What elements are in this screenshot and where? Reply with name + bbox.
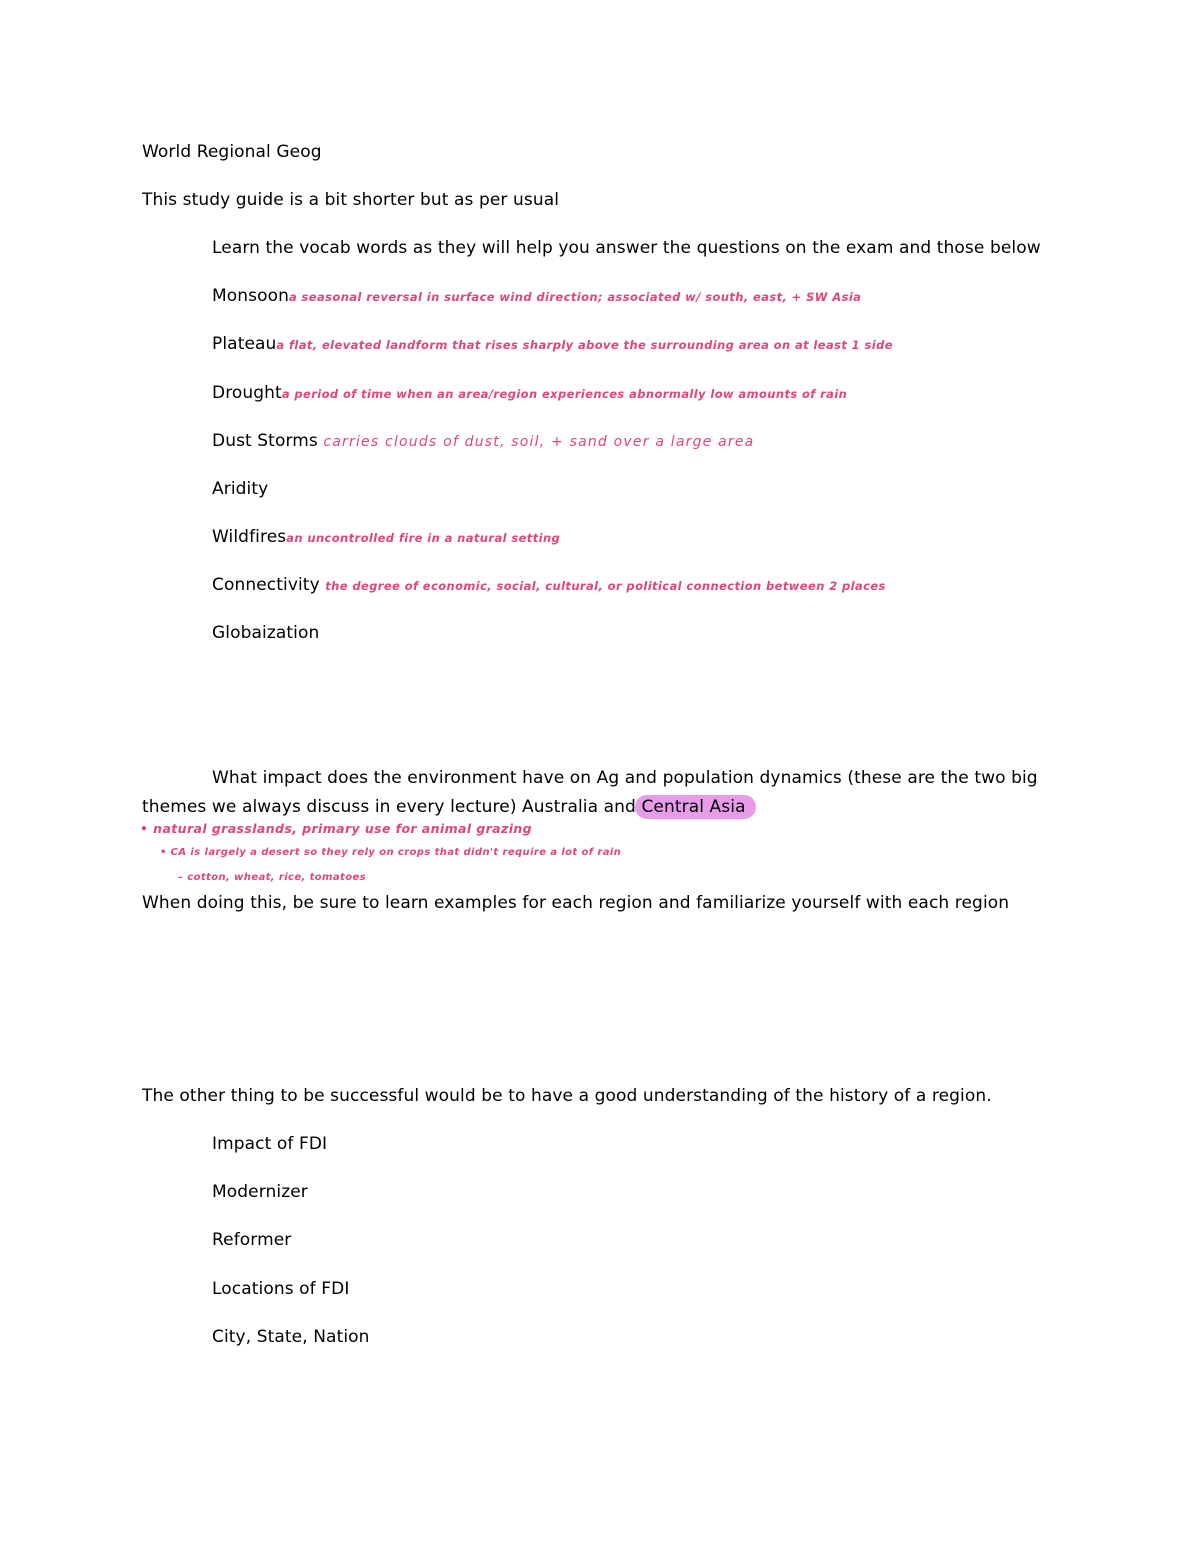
vocab-term: Monsoon	[212, 286, 289, 306]
question-line-1: What impact does the environment have on Ag and population dynamics (these are the two big	[212, 768, 1038, 788]
history-item: Modernizer	[212, 1182, 308, 1202]
intro-text: This study guide is a bit shorter but as per usual	[142, 190, 560, 210]
vocab-item	[212, 284, 861, 309]
question-line-2	[142, 795, 756, 819]
handwritten-note: carries clouds of dust, soil, + sand over a large area	[323, 434, 755, 450]
followup-text: When doing this, be sure to learn examples for each region and familiarize yourself with each region	[142, 893, 1010, 913]
vocab-term: Aridity	[212, 479, 269, 499]
vocab-instruction: Learn the vocab words as they will help you answer the questions on the exam and those below	[212, 238, 1041, 258]
vocab-item	[212, 477, 268, 501]
question-line-2-text: themes we always discuss in every lecture) Australia and	[142, 797, 636, 817]
vocab-item	[212, 381, 847, 406]
vocab-term: Wildfires	[212, 527, 287, 547]
vocab-term: Plateau	[212, 334, 277, 354]
handwritten-note: an uncontrolled fire in a natural setting	[286, 531, 561, 545]
handwritten-note: a flat, elevated landform that rises sharply above the surrounding area on at least 1 side	[276, 338, 893, 352]
vocab-term: Drought	[212, 383, 282, 403]
vocab-item	[212, 621, 319, 645]
history-item: Reformer	[212, 1230, 292, 1250]
highlighted-term: Central Asia	[635, 795, 755, 819]
vocab-item	[212, 332, 893, 357]
history-intro: The other thing to be successful would be to have a good understanding of the history of a region.	[142, 1086, 992, 1106]
vocab-item	[212, 573, 886, 598]
handwritten-note: • CA is largely a desert so they rely on crops that didn't require a lot of rain	[160, 847, 622, 858]
history-item: City, State, Nation	[212, 1327, 370, 1347]
handwritten-note: the degree of economic, social, cultural, or political connection between 2 places	[325, 579, 886, 593]
handwritten-note: a period of time when an area/region experiences abnormally low amounts of rain	[281, 387, 848, 401]
history-item: Locations of FDI	[212, 1279, 350, 1299]
vocab-term: Dust Storms	[212, 431, 318, 451]
vocab-item	[212, 429, 754, 454]
vocab-term: Globaization	[212, 623, 320, 643]
handwritten-note: – cotton, wheat, rice, tomatoes	[178, 872, 367, 883]
history-item: Impact of FDI	[212, 1134, 328, 1154]
vocab-term: Connectivity	[212, 575, 320, 595]
vocab-item	[212, 525, 560, 550]
handwritten-note: a seasonal reversal in surface wind direction; associated w/ south, east, + SW Asia	[288, 290, 862, 304]
document-title: World Regional Geog	[142, 142, 322, 162]
handwritten-note: • natural grasslands, primary use for animal grazing	[140, 821, 533, 836]
